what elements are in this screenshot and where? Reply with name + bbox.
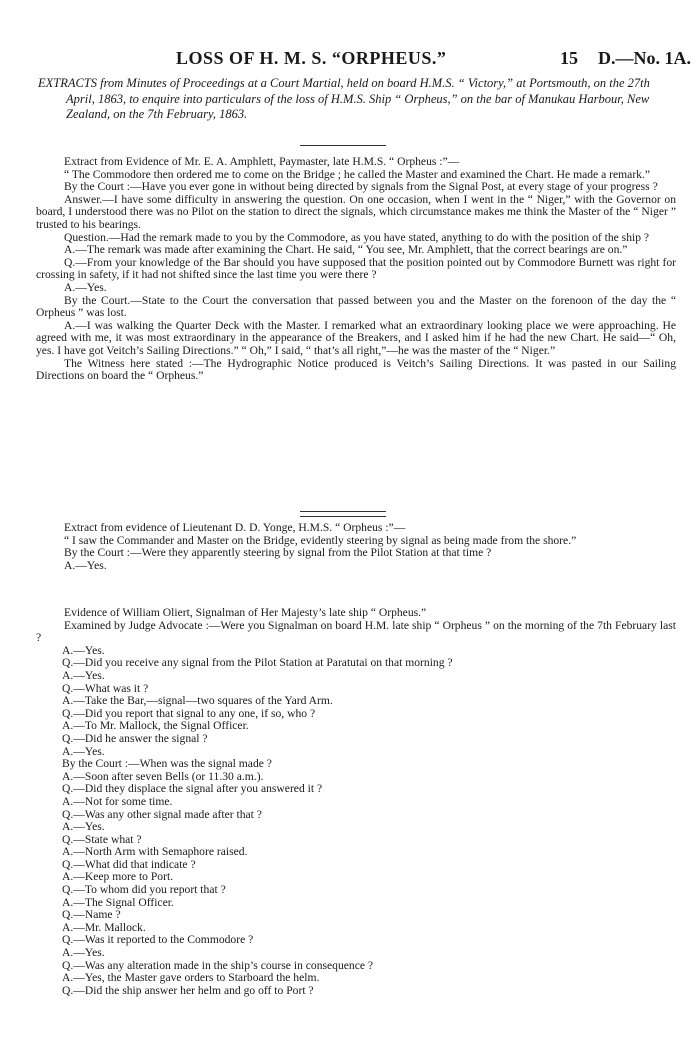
section-heading: Extract from evidence of Lieutenant D. D. Yonge, H.M.S. “ Orpheus :”— [64, 521, 406, 534]
page-number: 15 [560, 48, 578, 68]
paragraph: Answer.—I have some difficulty in answering the question. On one occasion, when I went in the “ Niger,” with the Governor on board, I understood there was no Pilot on the station to direct the signals, which circumstance makes me think the Master of the “ Niger ” trusted to his bearings. [36, 192, 676, 231]
qa-list [36, 645, 676, 998]
qa-line: Q.—Did you receive any signal from the Pilot Station at Paratutai on that morning ? [62, 656, 453, 670]
section-heading: Extract from Evidence of Mr. E. A. Amphlett, Paymaster, late H.M.S. “ Orpheus :”— [64, 155, 460, 168]
qa-line: A.—Mr. Mallock. [62, 920, 146, 934]
amphlett-evidence [36, 156, 676, 383]
qa-line: A.—Not for some time. [62, 794, 173, 808]
paragraph: A.—Yes. [64, 558, 107, 572]
qa-line: By the Court :—When was the signal made ? [62, 757, 272, 771]
page-header [0, 48, 700, 72]
qa-line: A.—Yes. [62, 668, 105, 682]
paragraph: Examined by Judge Advocate :—Were you Signalman on board H.M. late ship “ Orpheus ” on the morning of the 7th February last ? [36, 618, 676, 645]
page-title: LOSS OF H. M. S. “ORPHEUS.” [176, 48, 447, 68]
paragraph: Q.—From your knowledge of the Bar should you have supposed that the position pointed out by Commodore Burnett was right for crossing in safety, if it had not shifted since the last time you were there ? [36, 255, 676, 282]
qa-line: Q.—Was any other signal made after that ? [62, 807, 262, 821]
qa-line: A.—North Arm with Semaphore raised. [62, 845, 248, 859]
intro-paragraph: EXTRACTS from Minutes of Proceedings at a Court Martial, held on board H.M.S. “ Victory,” at Portsmouth, on the 27th April, 1863, to enquire into particulars of the loss of H.M.S. Ship “ Orpheus,” on the bar of Manukau Harbour, New Zealand, on the 7th February, 1863. [38, 76, 650, 121]
yonge-evidence [36, 522, 676, 572]
oliert-evidence [36, 607, 676, 997]
qa-line: Q.—State what ? [62, 832, 142, 846]
qa-line: Q.—Did they displace the signal after you answered it ? [62, 782, 323, 796]
qa-line: A.—Yes, the Master gave orders to Starboard the helm. [62, 971, 320, 985]
divider [300, 516, 386, 517]
paragraph: Question.—Had the remark made to you by the Commodore, as you have stated, anything to do with the position of the ship ? [64, 230, 650, 244]
qa-line: A.—Yes. [62, 820, 105, 834]
qa-line: A.—To Mr. Mallock, the Signal Officer. [62, 719, 249, 733]
qa-line: A.—Keep more to Port. [62, 870, 174, 884]
qa-line: Q.—What did that indicate ? [62, 857, 196, 871]
paragraph: A.—The remark was made after examining the Chart. He said, “ You see, Mr. Amphlett, that the correct bearings are on.” [64, 243, 628, 257]
paragraph: By the Court :—Have you ever gone in without being directed by signals from the Signal Post, at every stage of your progress ? [64, 180, 658, 194]
qa-line: Q.—To whom did you report that ? [62, 883, 226, 897]
paragraph: “ The Commodore then ordered me to come on the Bridge ; he called the Master and examined the Chart. He made a remark.” [64, 167, 651, 181]
section-heading: Evidence of William Oliert, Signalman of Her Majesty’s late ship “ Orpheus.” [64, 606, 427, 619]
qa-line: Q.—Name ? [62, 908, 121, 922]
qa-line: A.—Soon after seven Bells (or 11.30 a.m.). [62, 769, 264, 783]
paragraph: By the Court.—State to the Court the conversation that passed between you and the Master on the forenoon of the day the “ Orpheus ” was lost. [36, 293, 676, 320]
qa-line: Q.—Was it reported to the Commodore ? [62, 933, 254, 947]
paragraph: “ I saw the Commander and Master on the Bridge, evidently steering by signal as being made from the shore.” [64, 533, 577, 547]
divider [300, 511, 386, 512]
paragraph: The Witness here stated :—The Hydrographic Notice produced is Veitch’s Sailing Directions. It was pasted in our Sailing Directions on board the “ Orpheus.” [36, 356, 676, 383]
qa-line: A.—Yes. [62, 946, 105, 960]
paragraph: A.—Yes. [64, 280, 107, 294]
qa-line: A.—Take the Bar,—signal—two squares of the Yard Arm. [62, 694, 333, 708]
paragraph: By the Court :—Were they apparently steering by signal from the Pilot Station at that time ? [64, 546, 492, 560]
qa-line: A.—Yes. [62, 744, 105, 758]
qa-line: Q.—Did he answer the signal ? [62, 731, 208, 745]
qa-line: Q.—Did the ship answer her helm and go off to Port ? [62, 983, 314, 997]
paragraph: A.—I was walking the Quarter Deck with the Master. I remarked what an extraordinary looking place we were approaching. He agreed with me, it was most extraordinary in the appearance of the Breakers, and I asked him if he had the new Chart. He said—“ Oh, yes. I have got Veitch’s Sailing Directions.” “ Oh,” I said, “ that’s all right,”—he was the master of the “ Niger.” [36, 318, 676, 357]
qa-line: A.—Yes. [62, 643, 105, 657]
qa-line: Q.—What was it ? [62, 681, 149, 695]
document-number: D.—No. 1A. [598, 48, 691, 68]
divider [300, 145, 386, 146]
qa-line: Q.—Was any alteration made in the ship’s course in consequence ? [62, 958, 374, 972]
qa-line: Q.—Did you report that signal to any one, if so, who ? [62, 706, 316, 720]
qa-line: A.—The Signal Officer. [62, 895, 174, 909]
